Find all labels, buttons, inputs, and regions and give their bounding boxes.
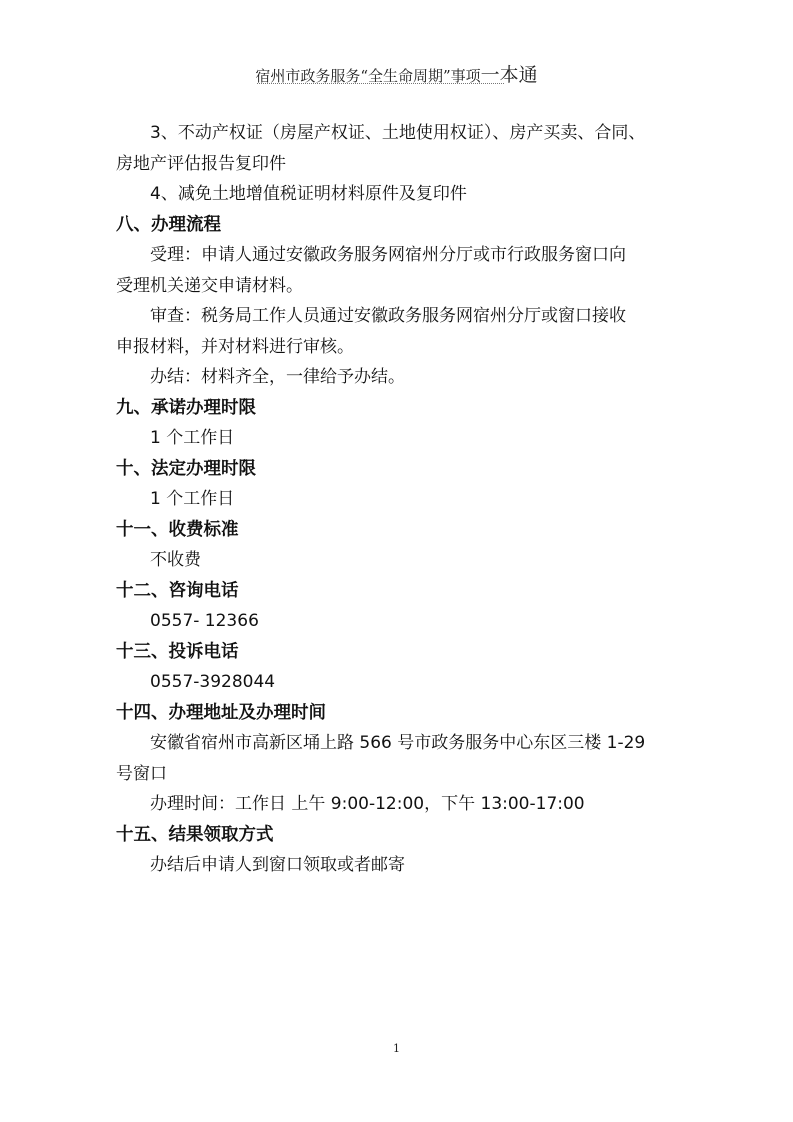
section-13-phone: 0557-3928044 (150, 672, 276, 692)
section-11-title: 十一、收费标准 (116, 519, 239, 540)
section-13-title: 十三、投诉电话 (116, 641, 239, 662)
section-10-title: 十、法定办理时限 (116, 458, 256, 479)
item-3-line-2: 房地产评估报告复印件 (116, 153, 286, 174)
section-15-title: 十五、结果领取方式 (116, 824, 274, 845)
section-8-review-line-1: 审查：税务局工作人员通过安徽政务服务网宿州分厅或窗口接收 (150, 306, 626, 326)
section-12-title: 十二、咨询电话 (116, 580, 239, 601)
section-12-phone: 0557- 12366 (150, 611, 259, 631)
section-8-accept-line-1: 受理：申请人通过安徽政务服务网宿州分厅或市行政服务窗口向 (150, 245, 626, 265)
section-14-address-line-2: 号窗口 (116, 763, 167, 784)
header-title: 宿州市政务服务“全生命周期”事项 (255, 67, 481, 85)
section-14-address-line-1: 安徽省宿州市高新区埇上路 566 号市政务服务中心东区三楼 1-29 (150, 733, 646, 753)
section-14-hours: 办理时间：工作日 上午 9:00-12:00，下午 13:00-17:00 (150, 794, 585, 814)
section-10-value: 1 个工作日 (150, 489, 235, 509)
item-4: 4、减免土地增值税证明材料原件及复印件 (150, 184, 467, 204)
section-14-title: 十四、办理地址及办理时间 (116, 702, 326, 723)
section-8-finish: 办结：材料齐全，一律给予办结。 (150, 367, 405, 387)
section-9-value: 1 个工作日 (150, 428, 235, 448)
item-3-line-1: 3、不动产权证（房屋产权证、土地使用权证）、房产买卖、合同、 (150, 123, 646, 143)
section-8-accept-line-2: 受理机关递交申请材料。 (116, 275, 303, 296)
section-8-title: 八、办理流程 (116, 214, 221, 235)
page-number: 1 (393, 1042, 400, 1055)
section-8-review-line-2: 申报材料，并对材料进行审核。 (116, 336, 354, 357)
document-body (116, 118, 686, 881)
header-title-emphasis: 一本通 (480, 64, 538, 86)
header-dotted-rule (257, 83, 504, 84)
section-15-value: 办结后申请人到窗口领取或者邮寄 (150, 855, 405, 875)
section-11-value: 不收费 (150, 550, 201, 570)
section-9-title: 九、承诺办理时限 (116, 397, 256, 418)
